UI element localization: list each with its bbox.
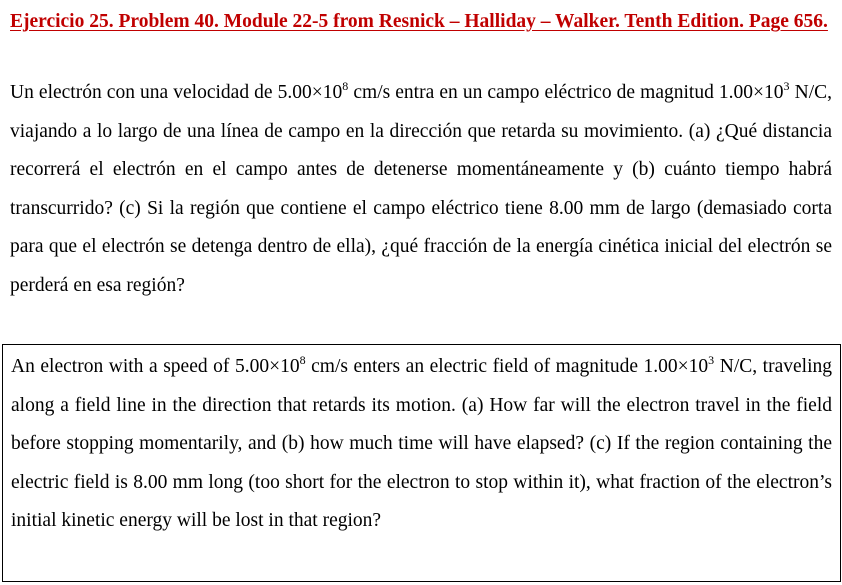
english-exponent-1: 8 (299, 353, 306, 367)
english-text-part-2: cm/s enters an electric field of magnitude 1.00×10 (305, 356, 709, 377)
english-exponent-2: 3 (708, 353, 715, 367)
exercise-heading (10, 3, 832, 41)
exercise-title: Ejercicio 25. Problem 40. Module 22-5 from Resnick – Halliday – Walker. Tenth Edition. Page 656. (10, 11, 828, 32)
spanish-text-part-1: Un electrón con una velocidad de 5.00×10 (10, 82, 343, 103)
spanish-text-part-3: N/C, viajando a lo largo de una línea de campo en la dirección que retarda su movimiento. (a) ¿Qué distancia recorrerá el electrón en el campo antes de detenerse momentáneamente y (b) cuánto tiempo habrá transcurrido? (c) Si la región que contiene el campo eléctrico tiene 8.00 mm de largo (demasiado corta para que el electrón se detenga dentro de ella), ¿qué fracción de la energía cinética inicial del electrón se perderá en esa región? (10, 82, 832, 296)
spanish-exponent-2: 3 (783, 79, 790, 93)
spanish-text-part-2: cm/s entra en un campo eléctrico de magnitud 1.00×10 (348, 82, 784, 103)
english-problem-box (2, 344, 841, 582)
spanish-problem-text (10, 74, 832, 305)
english-text-part-1: An electron with a speed of 5.00×10 (11, 356, 300, 377)
english-problem-text (11, 348, 832, 541)
english-text-part-3: N/C, traveling along a field line in the direction that retards its motion. (a) How far will the electron travel in the field before stopping momentarily, and (b) how much time will have elapsed? (c) If the region containing the electric field is 8.00 mm long (too short for the electron to stop within it), what fraction of the electron’s initial kinetic energy will be lost in that region? (11, 356, 832, 531)
spanish-exponent-1: 8 (342, 79, 349, 93)
